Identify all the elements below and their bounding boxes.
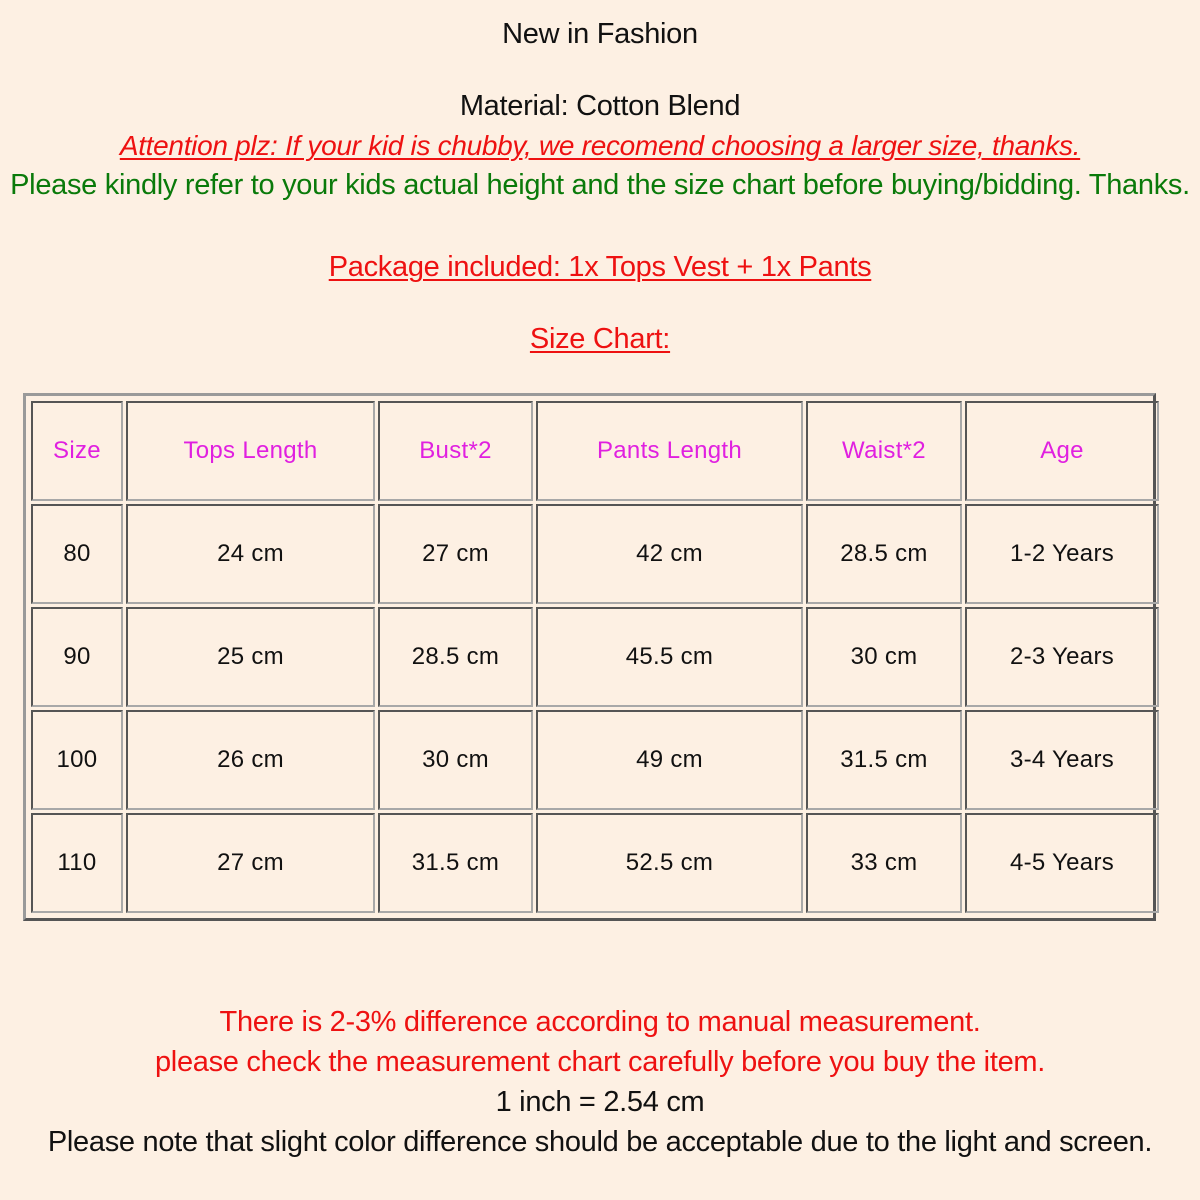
size-table	[28, 398, 1162, 916]
table-cell: 3-4 Years	[965, 710, 1159, 810]
table-row	[31, 813, 1159, 913]
column-header: Age	[965, 401, 1159, 501]
table-cell: 110	[31, 813, 123, 913]
table-cell: 45.5 cm	[536, 607, 803, 707]
table-row	[31, 607, 1159, 707]
table-cell: 90	[31, 607, 123, 707]
size-chart-heading: Size Chart:	[529, 323, 671, 355]
table-cell: 49 cm	[536, 710, 803, 810]
table-cell: 30 cm	[806, 607, 962, 707]
table-cell: 100	[31, 710, 123, 810]
table-cell: 80	[31, 504, 123, 604]
size-chart-frame	[23, 393, 1156, 921]
table-cell: 24 cm	[126, 504, 375, 604]
table-cell: 42 cm	[536, 504, 803, 604]
material-text: Material: Cotton Blend	[459, 90, 741, 122]
column-header: Pants Length	[536, 401, 803, 501]
table-cell: 26 cm	[126, 710, 375, 810]
package-included: Package included: 1x Tops Vest + 1x Pants	[328, 251, 872, 283]
table-cell: 52.5 cm	[536, 813, 803, 913]
refer-notice: Please kindly refer to your kids actual height and the size chart before buying/bidding. Thanks.	[10, 169, 1190, 201]
column-header: Tops Length	[126, 401, 375, 501]
table-cell: 2-3 Years	[965, 607, 1159, 707]
table-cell: 33 cm	[806, 813, 962, 913]
table-cell: 25 cm	[126, 607, 375, 707]
table-cell: 28.5 cm	[806, 504, 962, 604]
table-cell: 27 cm	[126, 813, 375, 913]
table-cell: 1-2 Years	[965, 504, 1159, 604]
table-cell: 4-5 Years	[965, 813, 1159, 913]
table-cell: 28.5 cm	[378, 607, 533, 707]
table-cell: 31.5 cm	[378, 813, 533, 913]
color-note: Please note that slight color difference should be acceptable due to the light and screen.	[47, 1126, 1153, 1158]
difference-note: There is 2-3% difference according to manual measurement.	[219, 1006, 981, 1038]
column-header: Waist*2	[806, 401, 962, 501]
inch-conversion: 1 inch = 2.54 cm	[495, 1086, 705, 1118]
check-note: please check the measurement chart carefully before you buy the item.	[154, 1046, 1046, 1078]
table-cell: 27 cm	[378, 504, 533, 604]
column-header: Bust*2	[378, 401, 533, 501]
attention-notice: Attention plz: If your kid is chubby, we recomend choosing a larger size, thanks.	[119, 130, 1081, 161]
table-row	[31, 504, 1159, 604]
table-cell: 31.5 cm	[806, 710, 962, 810]
page-title: New in Fashion	[502, 18, 698, 50]
column-header: Size	[31, 401, 123, 501]
table-header-row	[31, 401, 1159, 501]
table-cell: 30 cm	[378, 710, 533, 810]
table-row	[31, 710, 1159, 810]
